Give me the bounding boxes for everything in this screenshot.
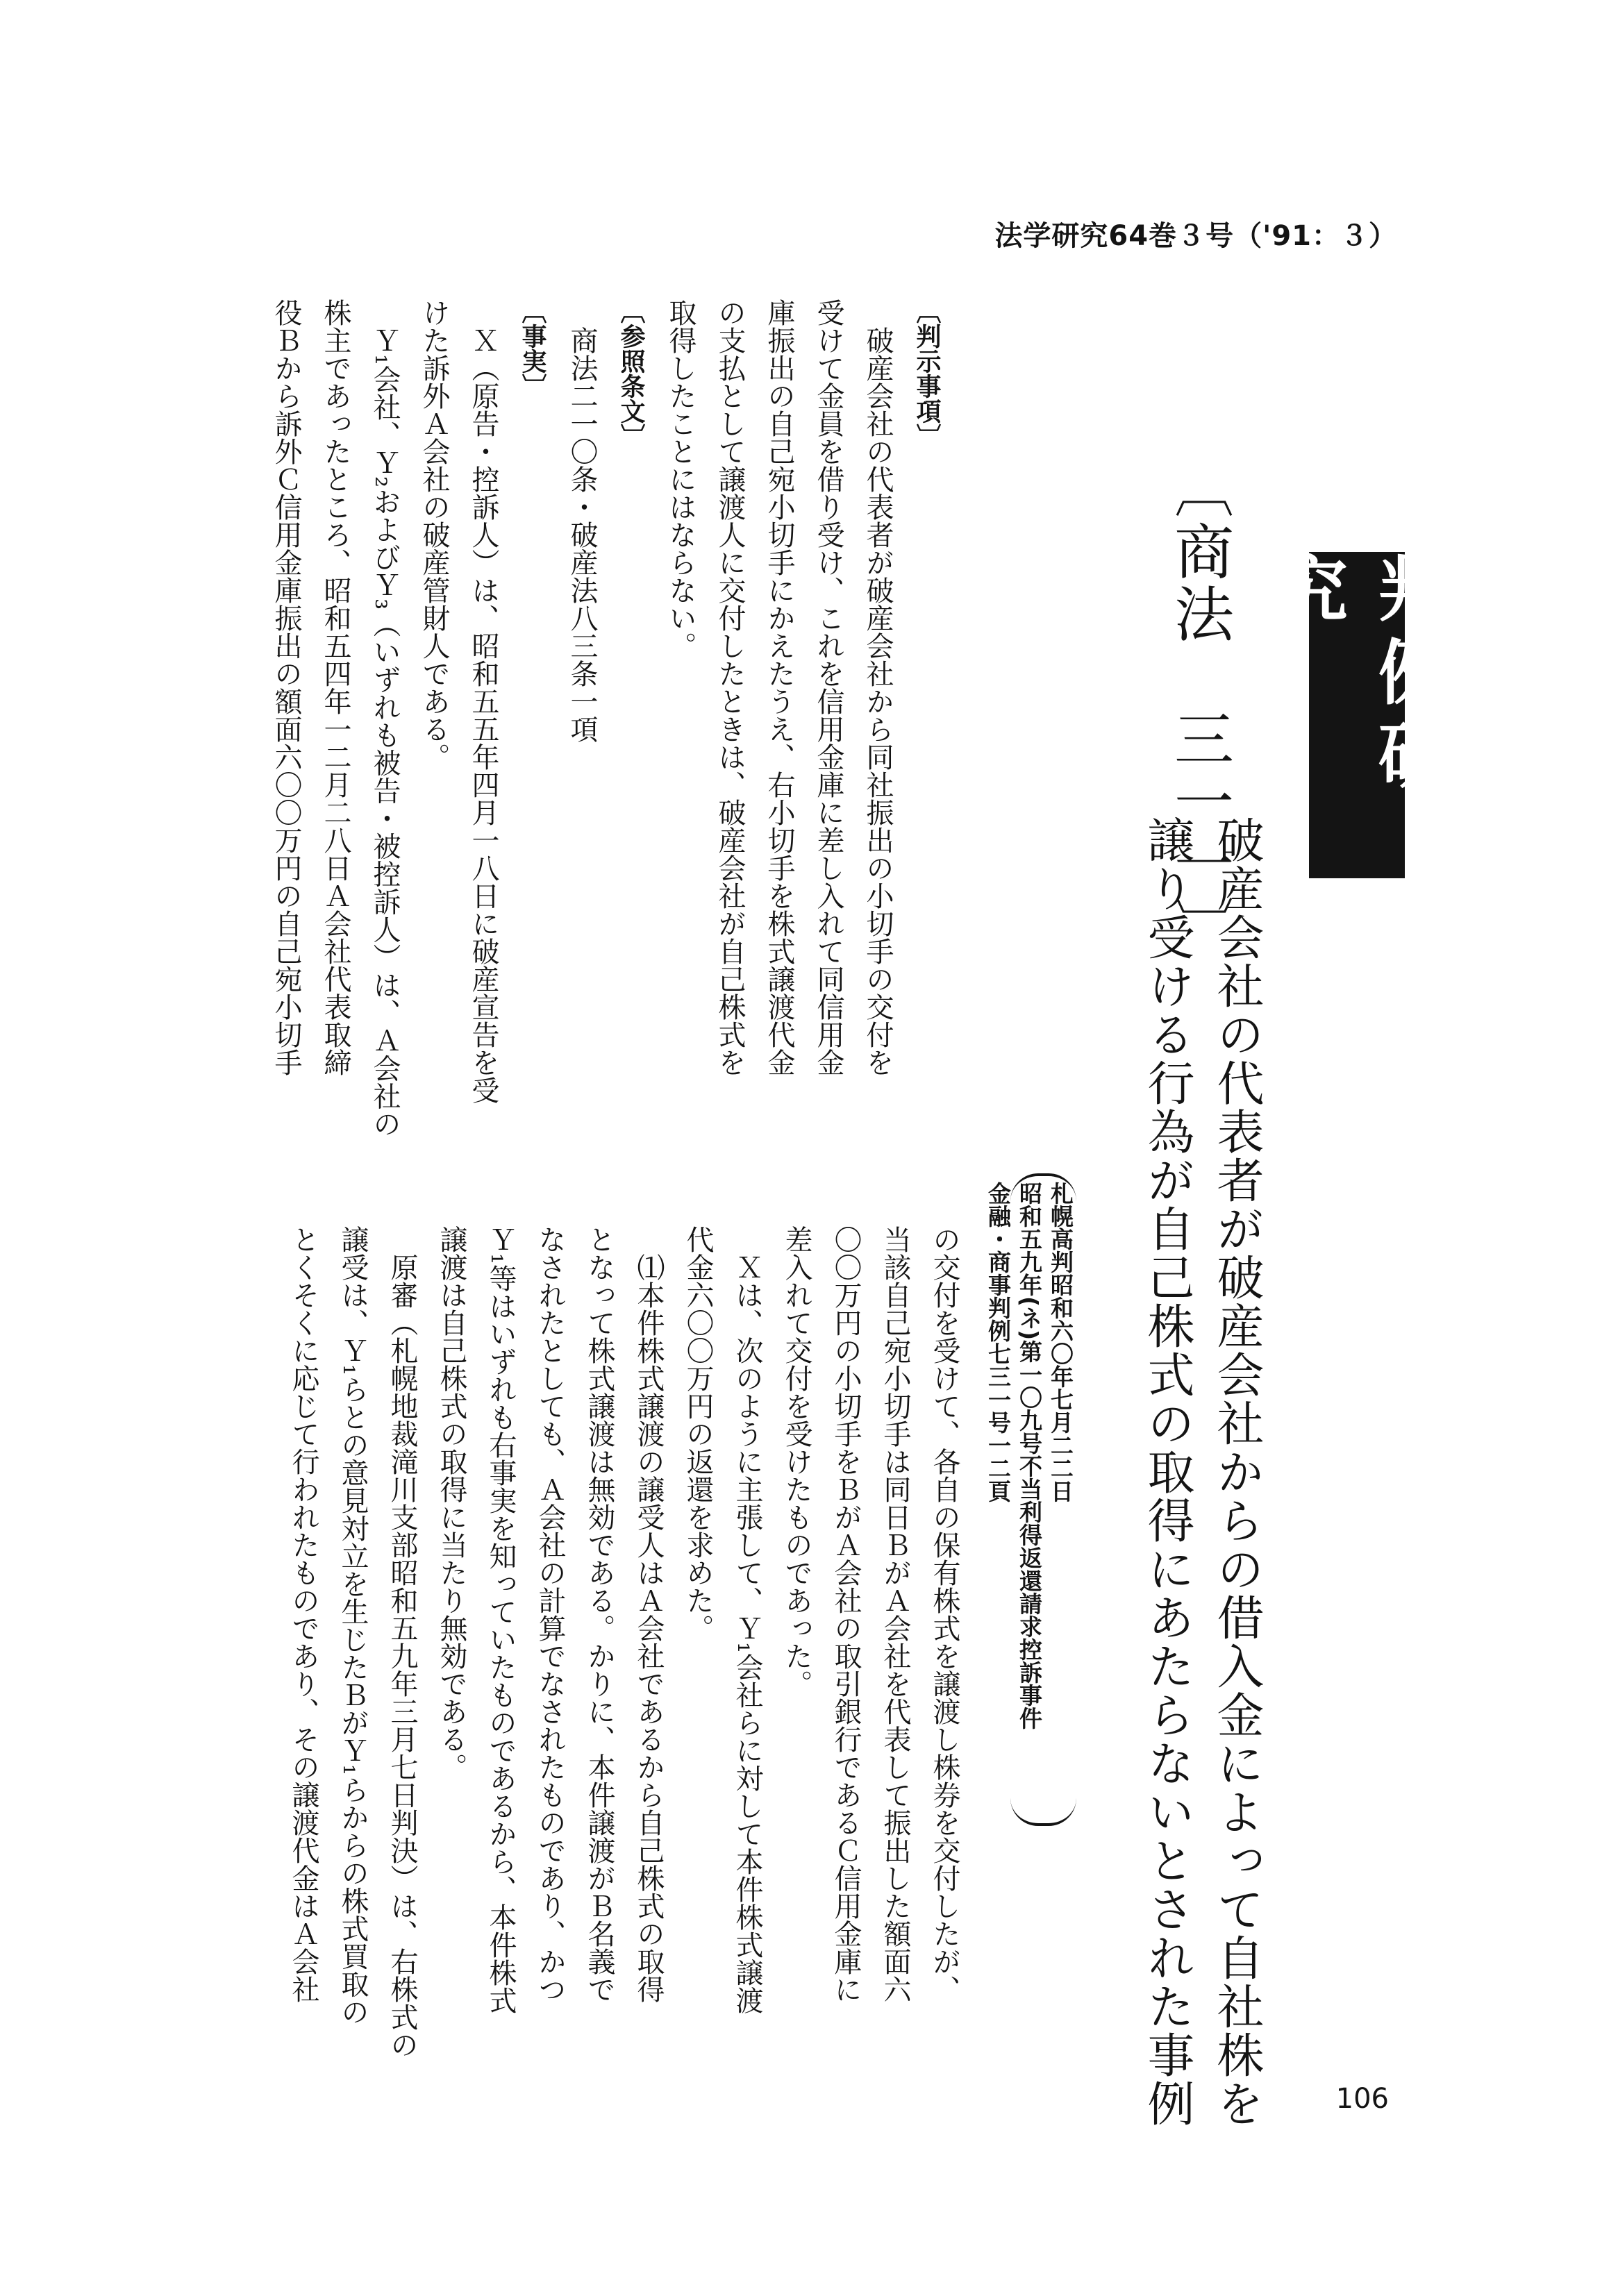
body-line: とくそくに応じて行われたものであり、その譲渡代金はＡ会社: [287, 1225, 319, 2003]
body-line: の交付を受けて、各自の保有株式を譲渡し株券を交付したが、: [928, 1225, 960, 2003]
holding-heading: 〔判示事項〕: [912, 299, 941, 449]
holding-line: 受けて金員を借り受け、これを信用金庫に差し入れて同信用金: [812, 299, 844, 1076]
body-line: Ｙ₁等はいずれも右事実を知っていたものであるから、本件株式: [485, 1225, 517, 2015]
case-category: 〔商法 三一一〕: [1164, 458, 1233, 958]
lower-text-block: [208, 1225, 969, 2059]
body-line: 原審（札幌地裁滝川支部昭和五九年三月七日判決）は、右株式の: [386, 1253, 418, 2059]
citation-line: 金融・商事判例七三一号一二頁: [985, 1182, 1012, 1502]
case-title-line: 譲り受ける行為が自己株式の取得にあたらないとされた事例: [1140, 816, 1194, 2128]
holding-line: 破産会社の代表者が破産会社から同社振出の小切手の交付を: [862, 326, 894, 1076]
case-title: [1128, 816, 1271, 2128]
body-line: 差入れて交付を受けたものであった。: [781, 1225, 812, 1698]
facts-line: 株主であったところ、昭和五四年一二月二八日Ａ会社代表取締: [319, 299, 351, 1076]
facts-line: けた訴外Ａ会社の破産管財人である。: [418, 299, 450, 771]
body-line: 代金六〇〇万円の返還を求めた。: [682, 1225, 714, 1642]
body-line: ⑴本件株式譲渡の譲受人はＡ会社であるから自己株式の取得: [633, 1253, 665, 2003]
holding-line: 庫振出の自己宛小切手にかえたうえ、右小切手を株式譲渡代金: [763, 299, 795, 1076]
upper-text-block: [208, 299, 951, 1173]
case-citation: [985, 1173, 1076, 1826]
holding-line: の支払として譲渡人に交付したときは、破産会社が自己株式を: [714, 299, 746, 1076]
body-line: 譲渡は自己株式の取得に当たり無効である。: [435, 1225, 467, 1781]
facts-line: Ｘ（原告・控訴人）は、昭和五五年四月一八日に破産宣告を受: [467, 326, 499, 1104]
body-line: となって株式譲渡は無効である。かりに、本件譲渡がＢ名義で: [583, 1225, 615, 2003]
holding-line: 取得したことにはならない。: [665, 299, 697, 660]
facts-line: Ｙ₁会社、Ｙ₂およびＹ₃（いずれも被告・被控訴人）は、Ａ会社の: [369, 326, 401, 1138]
body-line: 当該自己宛小切手は同日ＢがＡ会社を代表して振出した額面六: [879, 1225, 911, 2003]
body-line: Ｘは、次のように主張して、Ｙ₁会社らに対して本件株式譲渡: [731, 1253, 763, 2015]
provisions-heading: 〔参照条文〕: [617, 299, 645, 449]
page-number: 106: [1335, 2083, 1389, 2115]
citation-line: 昭和五九年(ネ)第一〇九号不当利得返還請求控訴事件: [1016, 1182, 1043, 1730]
provisions-line: 商法二一〇条・破産法八三条一項: [566, 326, 598, 743]
case-title-line: 破産会社の代表者が破産会社からの借入金によって自社株を: [1209, 816, 1264, 2128]
citation-line: 札幌高判昭和六〇年七月二二日: [1047, 1182, 1074, 1502]
facts-heading: 〔事実〕: [518, 299, 547, 399]
body-line: 〇〇万円の小切手をＢがＡ会社の取引銀行であるＣ信用金庫に: [830, 1225, 862, 2003]
facts-line: 役Ｂから訴外Ｃ信用金庫振出の額面六〇〇万円の自己宛小切手: [270, 299, 302, 1076]
body-line: 譲受は、Ｙ₁らとの意見対立を生じたＢがＹ₁らからの株式買取の: [337, 1225, 369, 2026]
case-study-label: 判例研究: [1309, 552, 1405, 878]
body-line: なされたとしても、Ａ会社の計算でなされたものであり、かつ: [534, 1225, 566, 2003]
journal-header: 法学研究64巻３号（'91：３）: [994, 220, 1397, 252]
